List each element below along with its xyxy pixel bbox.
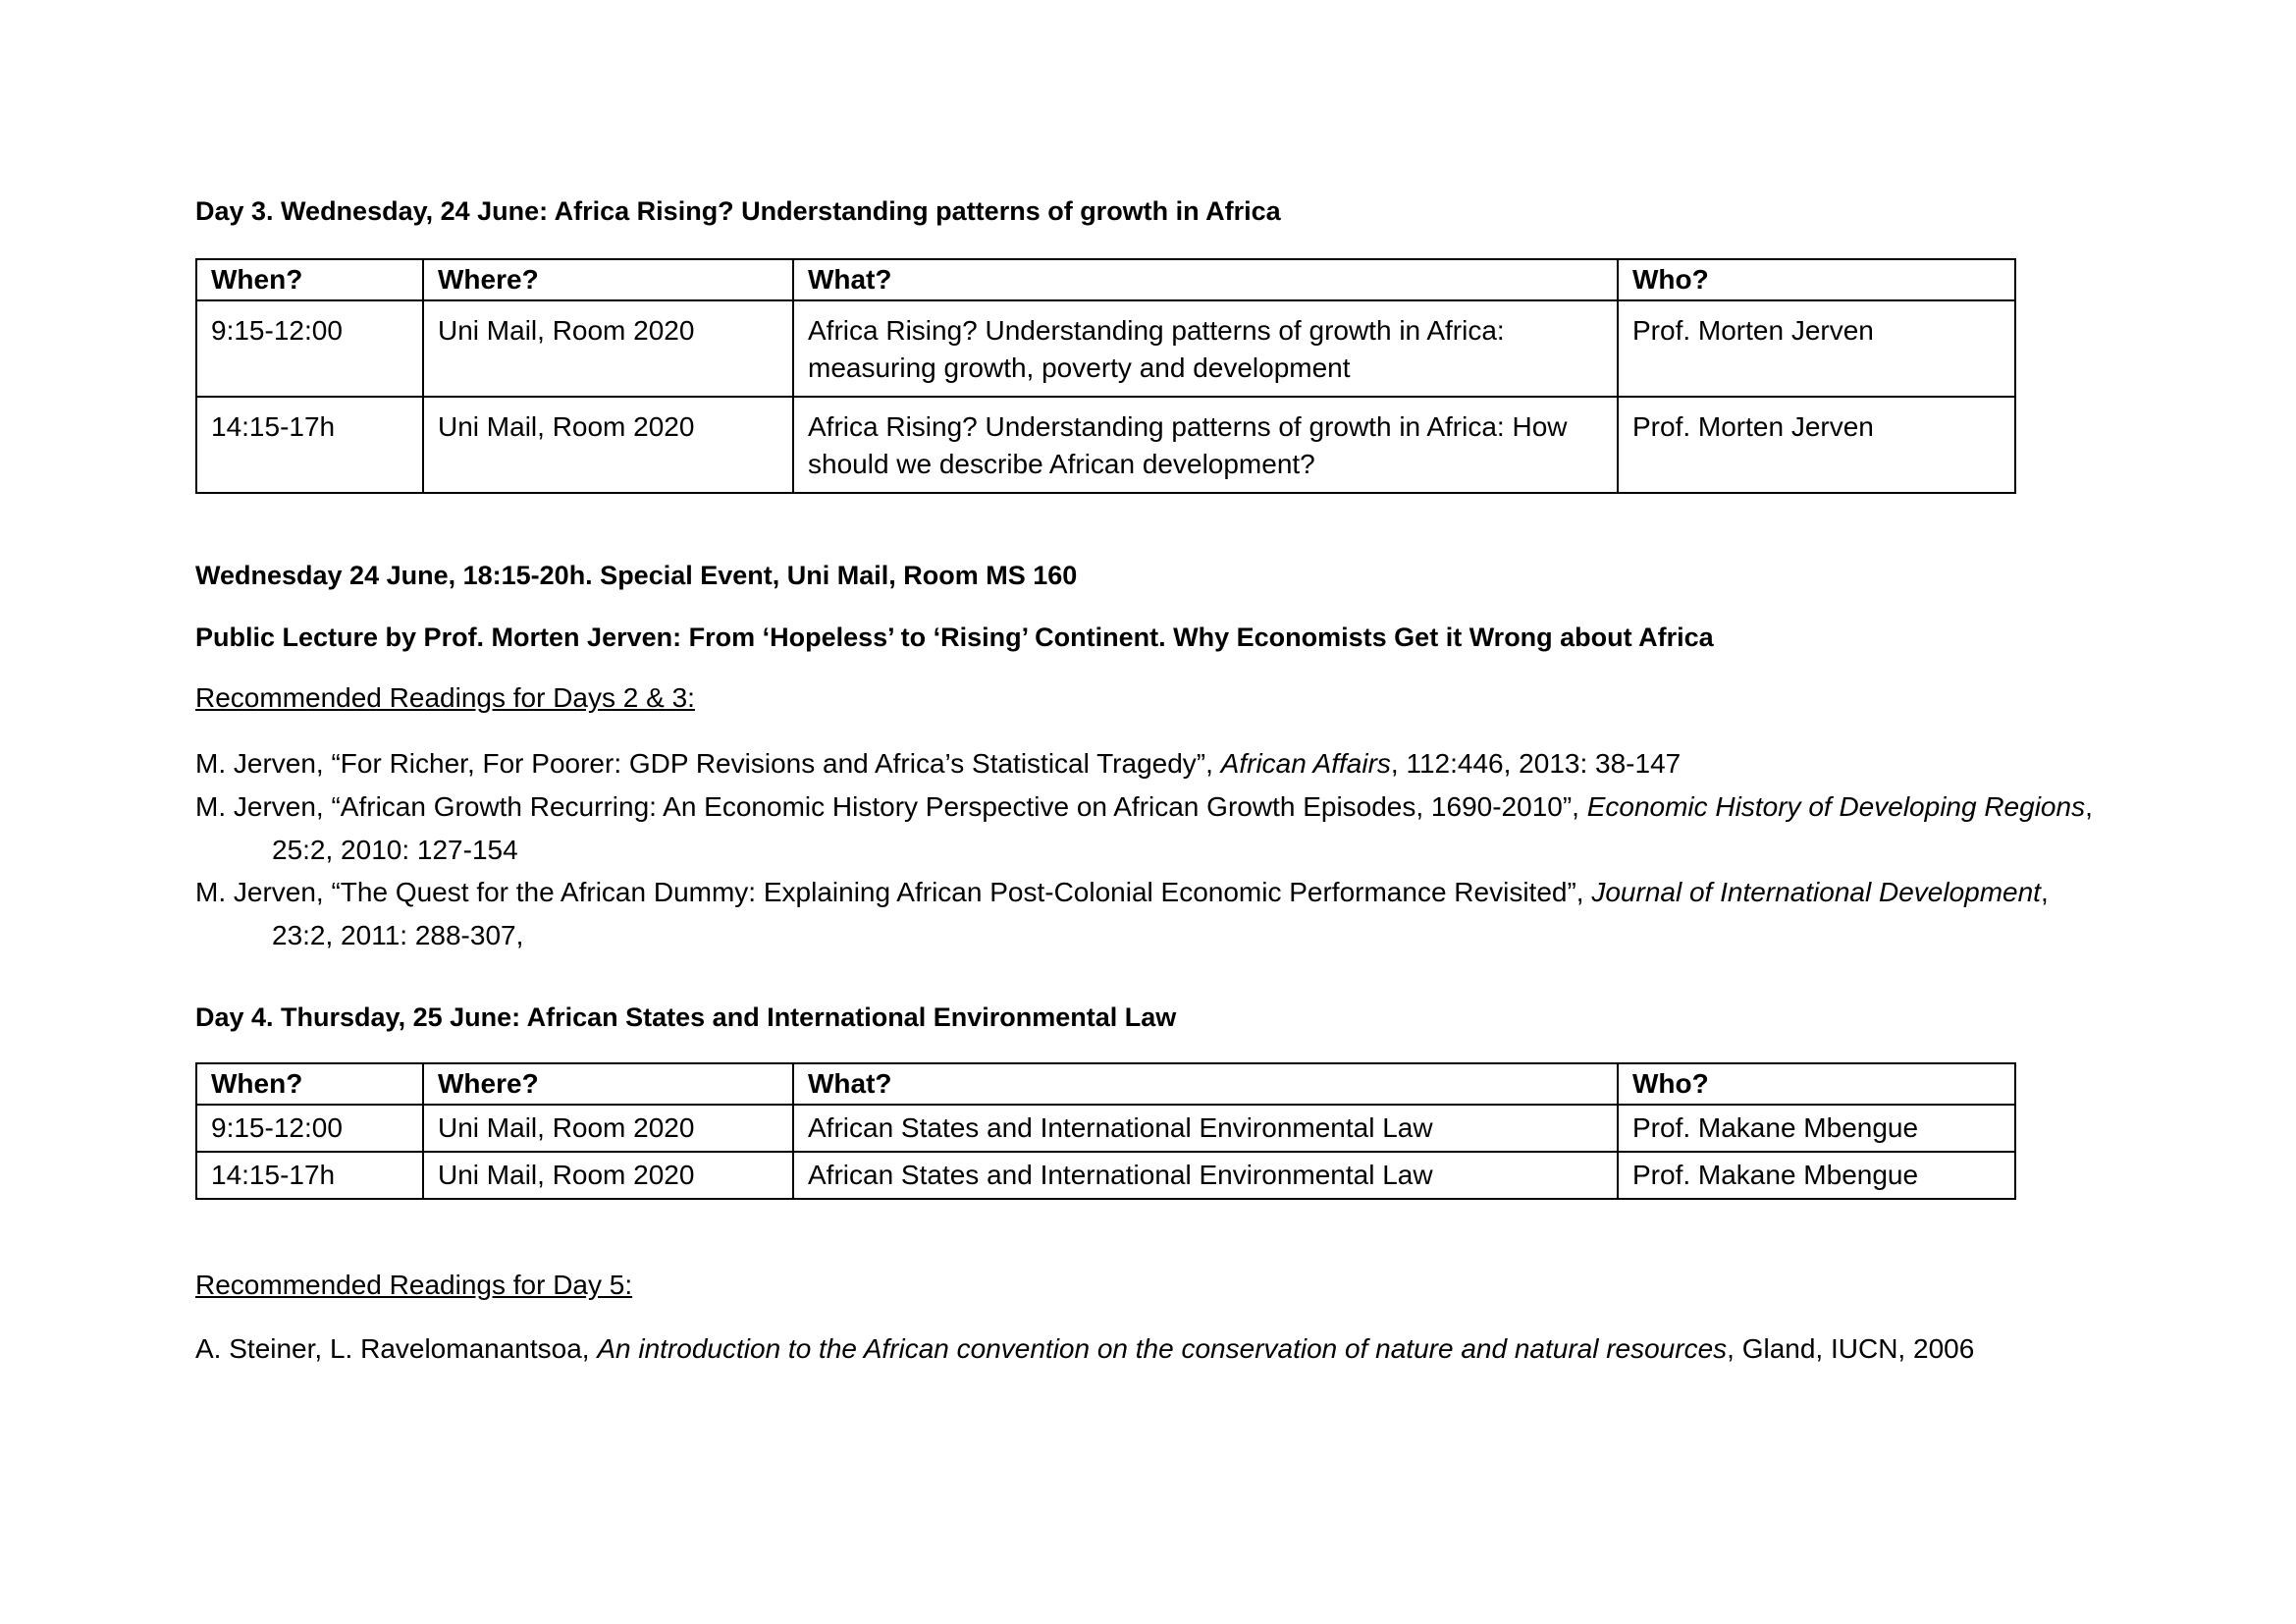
table-row bbox=[196, 1152, 2015, 1199]
reference-item bbox=[195, 785, 2119, 872]
cell-when: 14:15-17h bbox=[196, 1152, 423, 1199]
reference-details: , 112:446, 2013: 38-147 bbox=[1390, 748, 1682, 779]
day4-schedule-table bbox=[195, 1062, 2016, 1200]
day3-schedule-table bbox=[195, 258, 2016, 494]
cell-what: Africa Rising? Understanding patterns of growth in Africa: measuring growth, poverty and development bbox=[793, 300, 1618, 397]
public-lecture-heading: Public Lecture by Prof. Morten Jerven: From ‘Hopeless’ to ‘Rising’ Continent. Why Economists Get it Wrong about Africa bbox=[195, 623, 1714, 652]
reference-item bbox=[195, 742, 2119, 785]
readings-day-5-title: Recommended Readings for Day 5: bbox=[195, 1270, 633, 1300]
day4-heading: Day 4. Thursday, 25 June: African States and International Environmental Law bbox=[195, 1002, 1177, 1032]
table-row bbox=[196, 300, 2015, 397]
reference-text: M. Jerven, “African Growth Recurring: An Economic History Perspective on African Growth Episodes, 1690-2010”, bbox=[195, 791, 1587, 822]
reference-journal: African Affairs bbox=[1220, 748, 1391, 779]
cell-what: Africa Rising? Understanding patterns of growth in Africa: How should we describe African development? bbox=[793, 397, 1618, 493]
cell-what: African States and International Environmental Law bbox=[793, 1152, 1618, 1199]
col-what-header: What? bbox=[793, 1063, 1618, 1105]
cell-who: Prof. Morten Jerven bbox=[1618, 300, 2015, 397]
reference-continuation: 23:2, 2011: 288-307, bbox=[272, 920, 524, 950]
cell-where: Uni Mail, Room 2020 bbox=[423, 1105, 793, 1152]
special-event-heading: Wednesday 24 June, 18:15-20h. Special Event, Uni Mail, Room MS 160 bbox=[195, 561, 1078, 590]
col-where-header: Where? bbox=[423, 1063, 793, 1105]
reference-details: , Gland, IUCN, 2006 bbox=[1727, 1333, 1975, 1364]
table-row bbox=[196, 1105, 2015, 1152]
reference-continuation: 25:2, 2010: 127-154 bbox=[272, 835, 518, 865]
reference-details: , bbox=[2040, 877, 2049, 907]
cell-who: Prof. Makane Mbengue bbox=[1618, 1152, 2015, 1199]
reference-text: M. Jerven, “For Richer, For Poorer: GDP Revisions and Africa’s Statistical Tragedy”, bbox=[195, 748, 1221, 779]
col-when-header: When? bbox=[196, 259, 423, 300]
cell-who: Prof. Morten Jerven bbox=[1618, 397, 2015, 493]
readings-days-2-3-title: Recommended Readings for Days 2 & 3: bbox=[195, 682, 695, 713]
reference-item bbox=[195, 871, 2119, 957]
reference-details: , bbox=[2085, 791, 2093, 822]
reference-text: M. Jerven, “The Quest for the African Dummy: Explaining African Post-Colonial Economic Performance Revisited”, bbox=[195, 877, 1592, 907]
col-what-header: What? bbox=[793, 259, 1618, 300]
cell-what: African States and International Environmental Law bbox=[793, 1105, 1618, 1152]
cell-who: Prof. Makane Mbengue bbox=[1618, 1105, 2015, 1152]
col-when-header: When? bbox=[196, 1063, 423, 1105]
col-who-header: Who? bbox=[1618, 1063, 2015, 1105]
reference-journal: Economic History of Developing Regions bbox=[1586, 791, 2086, 822]
col-where-header: Where? bbox=[423, 259, 793, 300]
cell-where: Uni Mail, Room 2020 bbox=[423, 1152, 793, 1199]
col-who-header: Who? bbox=[1618, 259, 2015, 300]
cell-when: 14:15-17h bbox=[196, 397, 423, 493]
table-header-row bbox=[196, 1063, 2015, 1105]
reference-journal: Journal of International Development bbox=[1591, 877, 2041, 907]
table-row bbox=[196, 397, 2015, 493]
cell-when: 9:15-12:00 bbox=[196, 300, 423, 397]
table-header-row bbox=[196, 259, 2015, 300]
reference-text: A. Steiner, L. Ravelomanantsoa, bbox=[195, 1333, 598, 1364]
cell-where: Uni Mail, Room 2020 bbox=[423, 300, 793, 397]
cell-where: Uni Mail, Room 2020 bbox=[423, 397, 793, 493]
reference-item bbox=[195, 1327, 2119, 1371]
cell-when: 9:15-12:00 bbox=[196, 1105, 423, 1152]
day3-heading: Day 3. Wednesday, 24 June: Africa Rising? Understanding patterns of growth in Africa bbox=[195, 196, 1281, 226]
reference-title: An introduction to the African convention on the conservation of nature and natural resources bbox=[597, 1333, 1728, 1364]
